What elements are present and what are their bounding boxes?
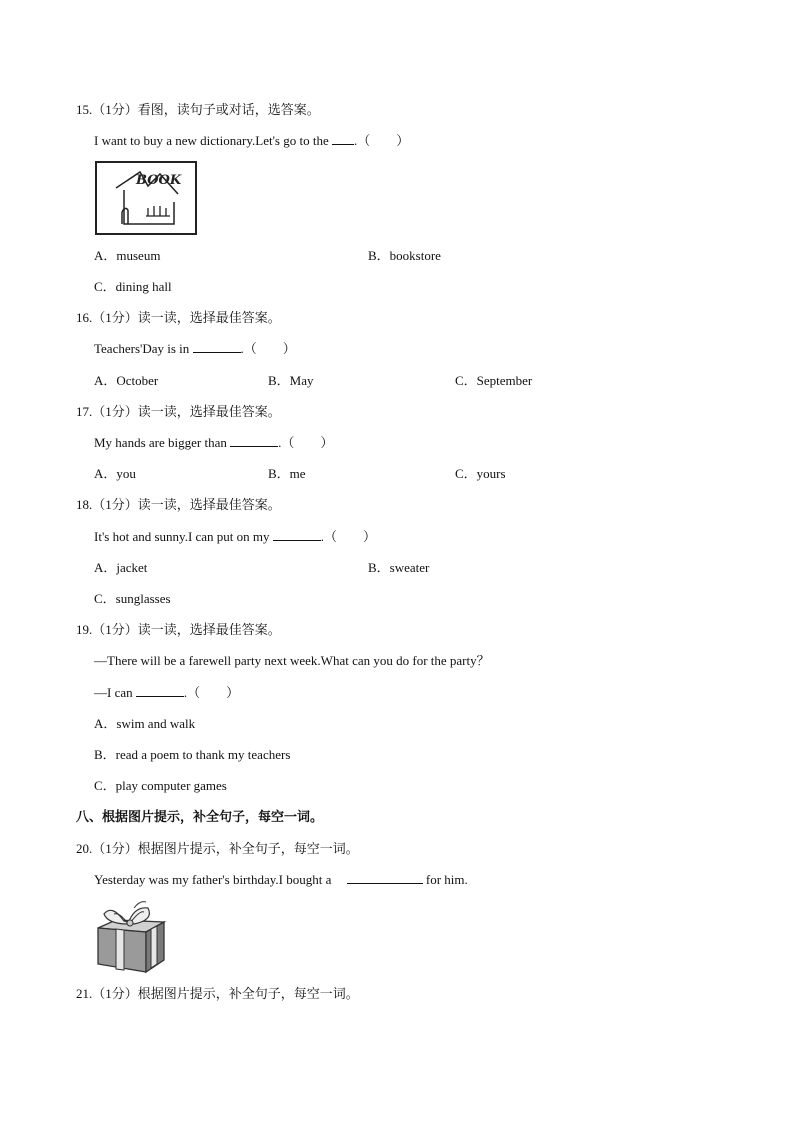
bookstore-sign-text: BOOK (136, 173, 182, 188)
q16-sentence-text: Teachers'Day is in (94, 341, 193, 356)
q15-answer-blank[interactable] (332, 133, 354, 145)
q19-option-c[interactable]: C．play computer games (94, 778, 227, 793)
q15-sentence-end: .（ ） (353, 133, 410, 148)
q17-option-b[interactable]: B．me (268, 466, 306, 481)
q18-sentence-text: It's hot and sunny.I can put on my (94, 529, 273, 544)
q16-sentence-end: .（ ） (240, 341, 296, 356)
q20-answer-blank[interactable] (347, 872, 423, 884)
q17-sentence (94, 434, 333, 452)
q17-header: 17.（1分）读一读，选择最佳答案。 (76, 404, 281, 419)
q16-option-a[interactable]: A．October (94, 373, 159, 388)
q20-header: 20.（1分）根据图片提示，补全句子，每空一词。 (76, 841, 359, 856)
q15-sentence (94, 132, 409, 150)
q15-option-b[interactable]: B．bookstore (368, 248, 441, 263)
q21-header: 21.（1分）根据图片提示，补全句子，每空一词。 (76, 986, 359, 1001)
q16-option-b[interactable]: B．May (268, 373, 314, 388)
gift-box-picture (94, 898, 170, 976)
q17-sentence-text: My hands are bigger than (94, 435, 231, 450)
q18-option-b[interactable]: B．sweater (368, 560, 430, 575)
bookstore-picture (94, 160, 198, 236)
q19-answer-blank[interactable] (136, 685, 184, 697)
q15-option-c[interactable]: C．dining hall (94, 279, 172, 294)
q19-option-b[interactable]: B．read a poem to thank my teachers (94, 747, 291, 762)
q18-option-a[interactable]: A．jacket (94, 560, 148, 575)
q16-option-c[interactable]: C．September (455, 373, 533, 388)
q16-answer-blank[interactable] (193, 341, 241, 353)
q18-option-c[interactable]: C．sunglasses (94, 591, 171, 606)
q18-sentence (94, 528, 376, 546)
q16-sentence (94, 340, 296, 358)
q15-option-a[interactable]: A．museum (94, 248, 161, 263)
section-8-title: 八、根据图片提示，补全句子，每空一词。 (76, 809, 324, 824)
q15-header: 15.（1分）看图，读句子或对话，选答案。 (76, 102, 320, 117)
q17-option-a[interactable]: A．you (94, 466, 136, 481)
q20-sentence-end: for him. (422, 872, 468, 887)
q15-sentence-text: I want to buy a new dictionary.Let's go to the (94, 133, 332, 148)
q19-header: 19.（1分）读一读，选择最佳答案。 (76, 622, 281, 637)
q19-dialog-line-2 (94, 684, 239, 702)
q17-option-c[interactable]: C．yours (455, 466, 506, 481)
q16-header: 16.（1分）读一读，选择最佳答案。 (76, 310, 281, 325)
q19-dialog-text: —I can (94, 685, 136, 700)
q18-header: 18.（1分）读一读，选择最佳答案。 (76, 497, 281, 512)
q19-option-a[interactable]: A．swim and walk (94, 716, 196, 731)
q20-sentence-text: Yesterday was my father's birthday.I bought a (94, 872, 335, 887)
q17-answer-blank[interactable] (230, 435, 278, 447)
q19-dialog-end: .（ ） (183, 685, 240, 700)
q18-sentence-end: .（ ） (320, 529, 377, 544)
q17-sentence-end: .（ ） (278, 435, 334, 450)
q20-sentence (94, 871, 468, 889)
q19-dialog-line-1: —There will be a farewell party next week.What can you do for the party？ (94, 653, 490, 668)
q18-answer-blank[interactable] (273, 529, 321, 541)
